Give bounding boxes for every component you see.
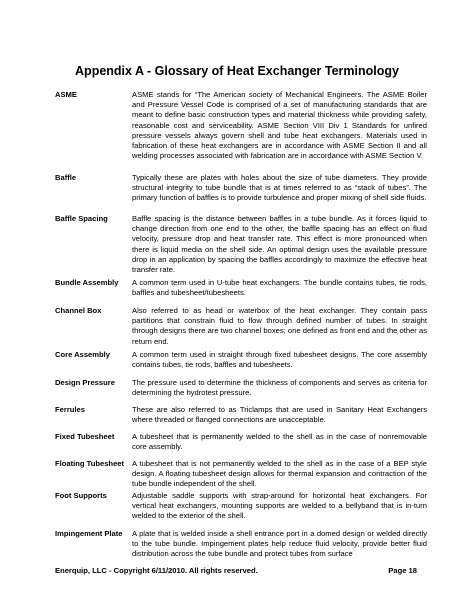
glossary-entry-ferrules (55, 405, 427, 425)
term-definition: Also referred to as head or waterbox of the heat exchanger. They contain pass partitions that constrain fluid to flow through defined number of tubes. In straight through designs there are two channel boxes; one defined as front end and the other as return end. (132, 306, 427, 346)
glossary-entry-core-assembly (55, 350, 427, 370)
glossary-entry-floating-tubesheet (55, 459, 427, 490)
term-definition: The pressure used to determine the thickness of components and serves as criteria for determining the hydrotest pressure. (132, 378, 427, 398)
glossary-entry-fixed-tubesheet (55, 432, 427, 452)
page-title: Appendix A - Glossary of Heat Exchanger Terminology (75, 64, 399, 78)
term-definition: These are also referred to as Triclamps that are used in Sanitary Heat Exchangers where threaded or flanged connections are unacceptable. (132, 405, 427, 425)
term-definition: A common term used in straight through fixed tubesheet designs. The core assembly contains tubes, tie rods, baffles and tubesheets. (132, 350, 427, 370)
term-label: Impingement Plate (55, 529, 123, 538)
term-definition: Typically these are plates with holes about the size of tube diameters. They provide structural integrity to tube bundle that is at times referred to as “stack of tubes”. The primary function of baffles is to provide turbulence and proper mixing of shell side fluids. (132, 173, 427, 203)
term-label: Foot Supports (55, 491, 107, 500)
glossary-entry-baffle (55, 173, 427, 204)
page-number: Page 18 (388, 566, 417, 575)
term-definition: A tubesheet that is not permanently welded to the shell as in the case of a BEP style design. A floating tubesheet design allows for thermal expansion and contraction of the tube bundle independent of the shell. (132, 459, 427, 489)
glossary-entry-design-pressure (55, 378, 427, 398)
glossary-entry-channel-box (55, 306, 427, 347)
term-label: Fixed Tubesheet (55, 432, 115, 441)
glossary-entry-foot-supports (55, 491, 427, 522)
term-definition: A plate that is welded inside a shell entrance port in a domed design or welded directly to the tube bundle. Impingement plates help reduce fluid velocity, provide better fluid distribution across the tube bundle and protect tubes from surface (132, 529, 427, 559)
term-label: Core Assembly (55, 350, 111, 359)
term-label: Baffle (55, 173, 77, 182)
term-definition: A tubesheet that is permanently welded to the shell as in the case of nonremovable core assembly. (132, 432, 427, 452)
term-label: Design Pressure (55, 378, 115, 387)
term-label: Baffle Spacing (55, 214, 108, 223)
term-label: Channel Box (55, 306, 102, 315)
glossary-entry-impingement-plate (55, 529, 427, 560)
glossary-entry-asme (55, 90, 427, 161)
page-footer (55, 566, 417, 575)
term-definition: ASME stands for “The American society of Mechanical Engineers. The ASME Boiler and Pressure Vessel Code is comprised of a set of manufacturing standards that are meant to define basic construction types and material thickness while providing safety, reasonable cost and serviceability. ASME Section VIII Div 1 Standards for unfired pressure vessels always govern shell and tube heat exchangers. Materials used in fabrication of these heat exchangers are in accordance with ASME Section II and all welding processes associated with fabrication are in accordance with ASME Section V. (132, 90, 427, 161)
footer-copyright: Enerquip, LLC - Copyright 6/11/2010. All rights reserved. (55, 566, 258, 575)
glossary-entry-baffle-spacing (55, 214, 427, 275)
term-definition: A common term used in U-tube heat exchangers. The bundle contains tubes, tie rods, baffles and tubesheet/tubesheets. (132, 278, 427, 298)
term-definition: Baffle spacing is the distance between baffles in a tube bundle. As it forces liquid to change direction from one end to the other, the baffle spacing has an effect on fluid velocity, pressure drop and heat transfer rate. This effect is more pronounced when there is liquid media on the shell side. An optimal design uses the available pressure drop in an application by spacing the baffles accordingly to maximize the effective heat transfer rate. (132, 214, 427, 275)
term-label: Bundle Assembly (55, 278, 119, 287)
term-label: Ferrules (55, 405, 85, 414)
term-definition: Adjustable saddle supports with strap-around for horizontal heat exchangers. For vertical heat exchangers, mounting supports are welded to a bellyband that is in-turn welded to the exterior of the shell. (132, 491, 427, 521)
term-label: ASME (55, 90, 77, 99)
term-label: Floating Tubesheet (55, 459, 125, 468)
glossary-entry-bundle-assembly (55, 278, 427, 298)
